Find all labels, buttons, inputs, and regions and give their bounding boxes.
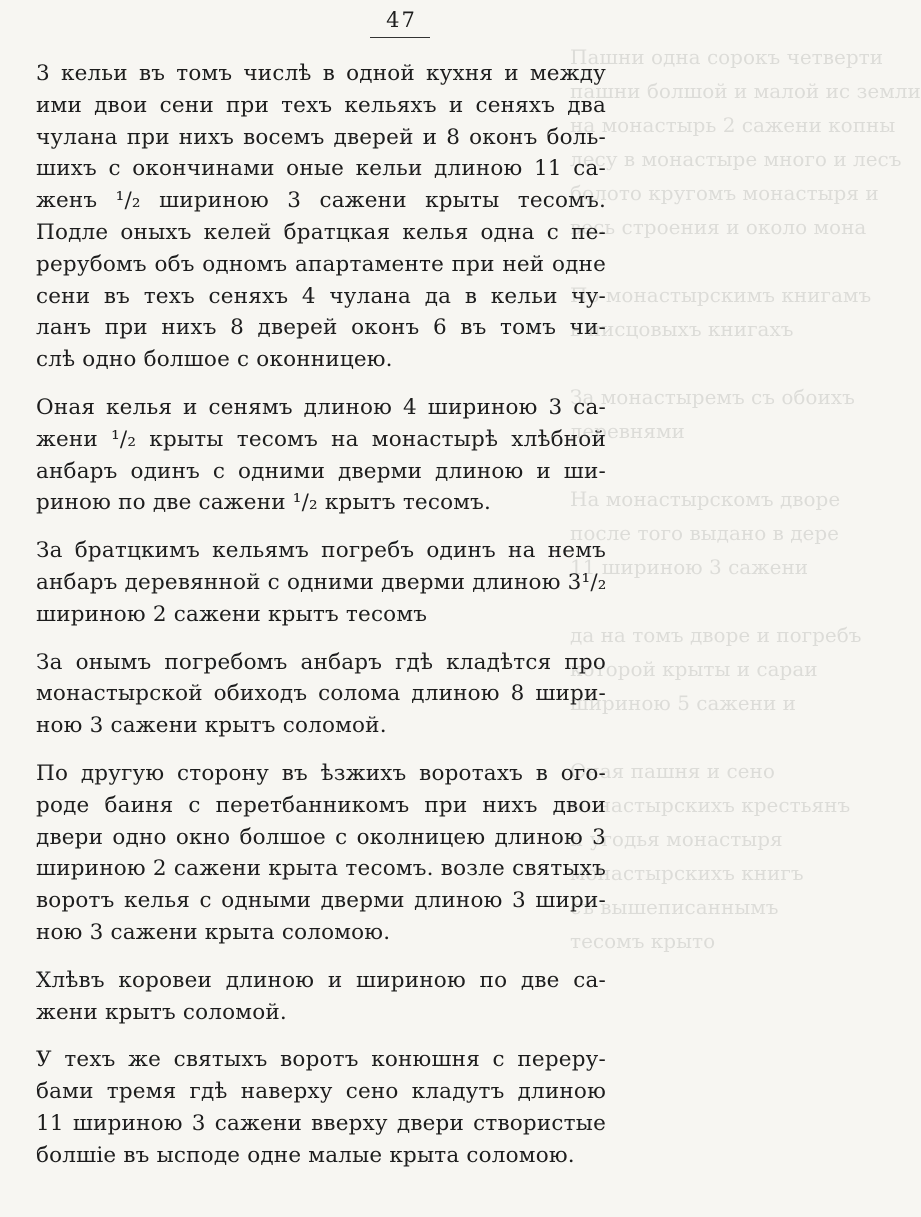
text-line: рерубомъ объ одномъ апартаменте при ней одне (36, 251, 606, 277)
text-line: По другую сторону въ ѣзжихъ воротахъ в ого- (36, 760, 606, 786)
paragraph (36, 647, 606, 742)
text-line: Оная келья и сенямъ длиною 4 шириною 3 са- (36, 394, 606, 420)
text-line: слѣ одно болшое с оконницею. (36, 347, 393, 373)
paragraph (36, 758, 606, 949)
text-line: жени ¹/₂ крыты тесомъ на монастырѣ хлѣбной (36, 426, 606, 452)
paragraph (36, 535, 606, 630)
text-line: двери одно окно болшое с околницею длиною 3 (36, 824, 606, 850)
text-line: ими двои сени при техъ кельяхъ и сеняхъ два (36, 92, 606, 118)
text-line: У техъ же святыхъ воротъ конюшня с переру- (36, 1047, 606, 1073)
text-line: шихъ с окончинами оные кельи длиною 11 са- (36, 156, 606, 182)
paragraph (36, 392, 606, 519)
text-line: роде баиня с перетбанникомъ при нихъ двои (36, 792, 606, 818)
text-line: шириною 2 сажени крыта тесомъ. возле святыхъ (36, 856, 606, 882)
text-line: 3 кельи въ томъ числѣ в одной кухня и между (36, 61, 606, 86)
text-line: бами тремя гдѣ наверху сено кладутъ длиною (36, 1079, 606, 1105)
text-line: женъ ¹/₂ шириною 3 сажени крыты тесомъ. (36, 188, 606, 214)
page-number: 47 (386, 8, 417, 32)
text-line: Хлѣвъ коровеи длиною и шириною по две са- (36, 967, 606, 993)
text-line: чулана при нихъ восемъ дверей и 8 оконъ боль- (36, 124, 606, 150)
text-line: ланъ при нихъ 8 дверей оконъ 6 въ томъ чи- (36, 315, 606, 341)
text-line: ною 3 сажени крыта соломою. (36, 919, 391, 945)
text-line: болшiе въ ысподе одне малые крыта соломою. (36, 1142, 575, 1168)
text-line: жени крытъ соломой. (36, 999, 287, 1025)
text-line: 11 шириною 3 сажени вверху двери створистые (36, 1110, 606, 1136)
text-line: анбаръ деревянной с одними дверми длиною 3¹/₂ (36, 569, 607, 595)
text-line: шириною 2 сажени крытъ тесомъ (36, 601, 428, 627)
paragraph (36, 1044, 606, 1171)
page-number-rule (370, 37, 430, 38)
text-line: сени въ техъ сеняхъ 4 чулана да в кельи чу- (36, 283, 606, 309)
text-line: За братцкимъ кельямъ погребъ одинъ на немъ (36, 538, 606, 564)
reverse-page-show-through: Пашни одна сорокъ четверти пашни болшой и малой ис земли на монастырь 2 сажени копны лесу в монастыре много и лесъ болото кругомъ монастыря и весь строения и около мона По монастырскимъ книгамъ в писцовыхъ книгахъ За монастыремъ съ обоихъ деревнями На монастырскомъ дворе после того выдано в дере 11 шириною 3 сажени да на томъ дворе и погребъ которой крыты и сараи шириною 5 сажени и Оная пашня и сено монастырскихъ крестьянъ и угодья монастыря монастырскихъ книгъ съ вышеписаннымъ тесомъ крыто (570, 45, 921, 953)
paragraph (36, 58, 606, 376)
text-line: монастырской обиходъ солома длиною 8 шири- (36, 681, 606, 707)
body-text (36, 58, 606, 1188)
text-line: анбаръ одинъ с одними дверми длиною и ши- (36, 458, 606, 484)
text-line: За онымъ погребомъ анбаръ гдѣ кладѣтся про (36, 649, 606, 675)
text-line: Подле оныхъ келей братцкая келья одна с пе- (36, 219, 606, 245)
text-line: воротъ келья с одными дверми длиною 3 шири- (36, 888, 606, 914)
paragraph (36, 965, 606, 1029)
text-line: риною по две сажени ¹/₂ крытъ тесомъ. (36, 490, 492, 516)
text-line: ною 3 сажени крытъ соломой. (36, 713, 387, 739)
